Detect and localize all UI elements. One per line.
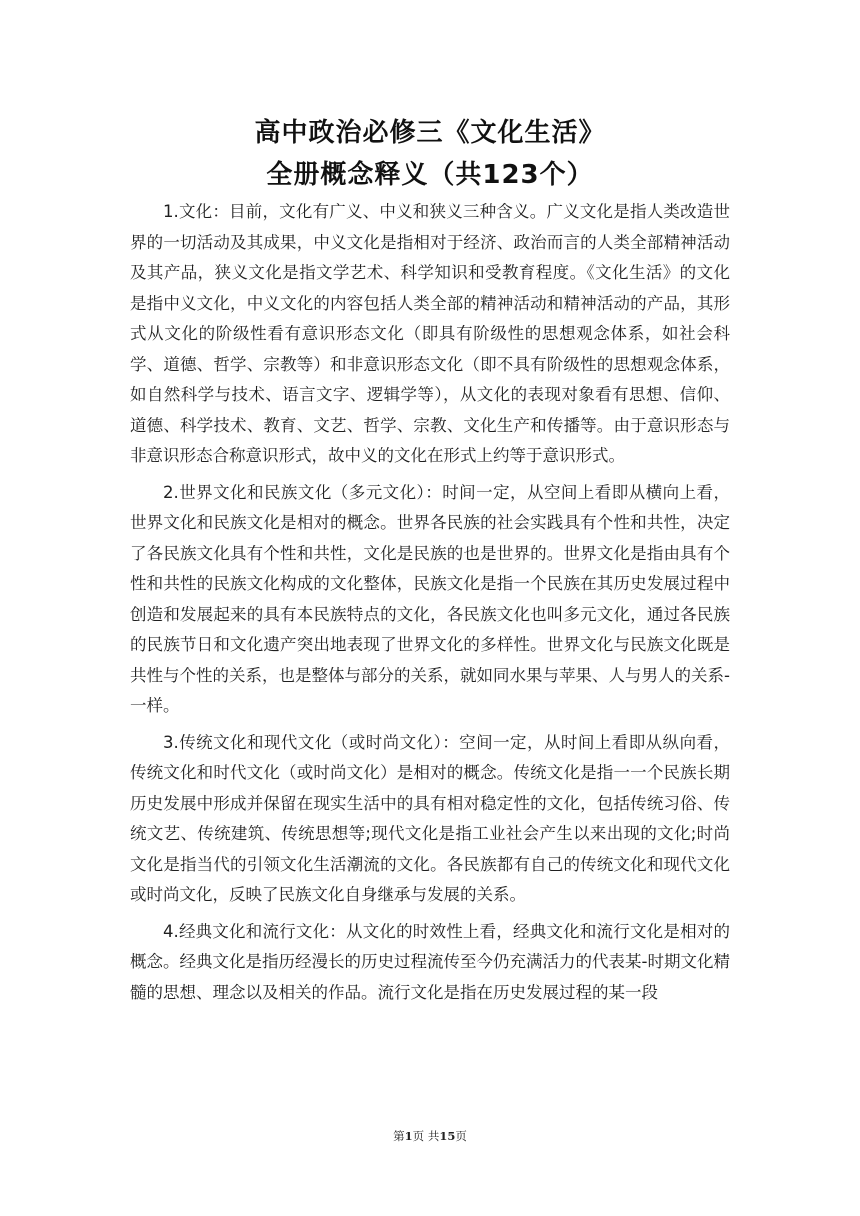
document-title: 高中政治必修三《文化生活》 <box>254 118 606 148</box>
footer-suffix: 页 <box>455 1129 467 1143</box>
paragraph-traditional-and-modern-culture: 3.传统文化和现代文化（或时尚文化）：空间一定，从时间上看即从纵向看，传统文化和时代文化（或时尚文化）是相对的概念。传统文化是指一一个民族长期历史发展中形成并保留在现实生活中的具有相对稳定性的文化，包括传统习俗、传统文艺、传统建筑、传统思想等;现代文化是指工业社会产生以来出现的文化;时尚文化是指当代的引领文化生活潮流的文化。各民族都有自己的传统文化和现代文化或时尚文化，反映了民族文化自身继承与发展的关系。 <box>130 732 730 904</box>
paragraph-classic-and-popular-culture: 4.经典文化和流行文化：从文化的时效性上看，经典文化和流行文化是相对的概念。经典文化是指历经漫长的历史过程流传至今仍充满活力的代表某-时期文化精髓的思想、理念以及相关的作品。流行文化是指在历史发展过程的某一段 <box>130 921 730 1002</box>
footer-prefix: 第 <box>393 1129 405 1143</box>
page-footer <box>0 1128 860 1144</box>
footer-total-pages: 15 <box>439 1129 456 1143</box>
footer-middle: 页 共 <box>412 1129 440 1143</box>
document-subtitle: 全册概念释义（共123个） <box>266 160 594 190</box>
footer-page-number: 1 <box>404 1129 413 1143</box>
document-body <box>130 197 730 1014</box>
paragraph-culture: 1.文化：目前，文化有广义、中义和狭义三种含义。广义文化是指人类改造世界的一切活动及其成果，中义文化是指相对于经济、政治而言的人类全部精神活动及其产品，狭义文化是指文学艺术、科学知识和受教育程度。《文化生活》的文化是指中义文化，中义文化的内容包括人类全部的精神活动和精神活动的产品，其形式从文化的阶级性看有意识形态文化（即具有阶级性的思想观念体系，如社会科学、道德、哲学、宗教等）和非意识形态文化（即不具有阶级性的思想观念体系，如自然科学与技术、语言文字、逻辑学等），从文化的表现对象看有思想、信仰、道德、科学技术、教育、文艺、哲学、宗教、文化生产和传播等。由于意识形态与非意识形态合称意识形式，故中义的文化在形式上约等于意识形式。 <box>130 202 730 465</box>
paragraph-world-and-national-culture: 2.世界文化和民族文化（多元文化）：时间一定，从空间上看即从横向上看，世界文化和民族文化是相对的概念。世界各民族的社会实践具有个性和共性，决定了各民族文化具有个性和共性，文化是民族的也是世界的。世界文化是指由具有个性和共性的民族文化构成的文化整体，民族文化是指一个民族在其历史发展过程中创造和发展起来的具有本民族特点的文化，各民族文化也叫多元文化，通过各民族的民族节日和文化遗产突出地表现了世界文化的多样性。世界文化与民族文化既是共性与个性的关系，也是整体与部分的关系，就如同水果与苹果、人与男人的关系-一样。 <box>130 482 730 715</box>
